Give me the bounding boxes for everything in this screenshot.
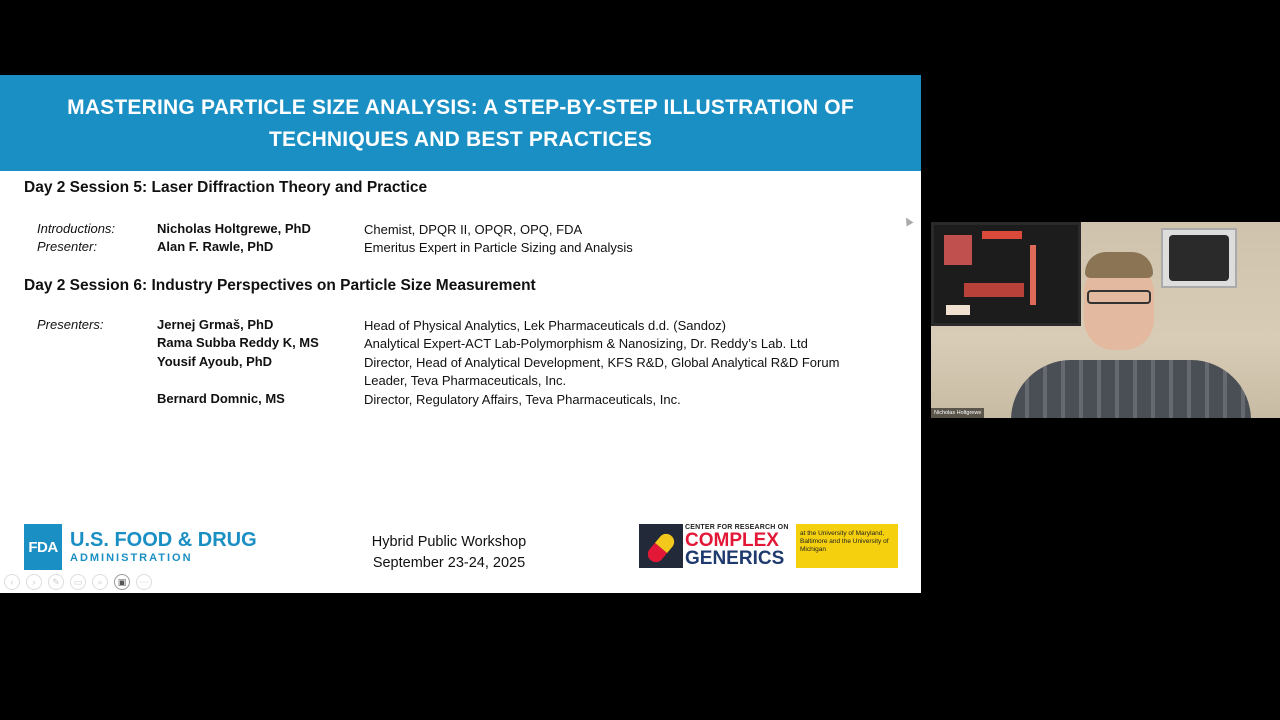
cg-logo-complex: COMPLEX <box>685 530 779 551</box>
next-icon[interactable]: › <box>26 574 42 590</box>
cg-logo-small-text: CENTER FOR RESEARCH ON <box>685 524 789 531</box>
pen-icon[interactable]: ✎ <box>48 574 64 590</box>
complex-generics-logo <box>639 524 899 568</box>
slideshow-toolbar <box>4 574 152 590</box>
speaker-name: Yousif Ayoub, PhD <box>157 354 273 369</box>
participant-video[interactable] <box>931 222 1280 418</box>
slide-title-banner <box>0 75 921 171</box>
wall-art-framed-print <box>1161 228 1237 288</box>
fda-logo-mark: FDA <box>24 524 62 570</box>
slide-title-line-2: TECHNIQUES AND BEST PRACTICES <box>268 128 653 151</box>
speaker-affiliation: Emeritus Expert in Particle Sizing and Analysis <box>364 240 633 255</box>
role-label: Introductions: <box>37 221 116 236</box>
participant-body <box>1011 360 1251 418</box>
speaker-affiliation: Chemist, DPQR II, OPQR, OPQ, FDA <box>364 222 583 237</box>
session6-title: Day 2 Session 6: Industry Perspectives on Particle Size Measurement <box>24 277 536 294</box>
cg-logo-affiliation: at the University of Maryland, Baltimore and the University of Michigan <box>796 524 898 568</box>
fda-logo <box>24 524 257 570</box>
speaker-name: Bernard Domnic, MS <box>157 391 285 406</box>
workshop-type: Hybrid Public Workshop <box>371 534 527 550</box>
video-icon[interactable]: ▣ <box>114 574 130 590</box>
presentation-slide <box>0 75 921 593</box>
participant-name-tag: Nicholas Holtgrewe <box>931 408 984 418</box>
speaker-affiliation: Analytical Expert-ACT Lab-Polymorphism & Nanosizing, Dr. Reddy’s Lab. Ltd <box>364 336 808 351</box>
pill-icon <box>639 524 683 568</box>
speaker-affiliation-continued: Leader, Teva Pharmaceuticals, Inc. <box>364 373 567 388</box>
glasses-icon <box>1087 290 1151 304</box>
speaker-name: Jernej Grmaš, PhD <box>157 317 274 332</box>
speaker-name: Alan F. Rawle, PhD <box>157 239 274 254</box>
session6-row <box>0 391 921 409</box>
workshop-dates: September 23-24, 2025 <box>372 555 526 571</box>
role-label: Presenters: <box>37 317 104 332</box>
session6-row <box>0 335 921 353</box>
slides-icon[interactable]: ▭ <box>70 574 86 590</box>
speaker-name: Nicholas Holtgrewe, PhD <box>157 221 311 236</box>
session5-row <box>0 221 921 239</box>
slide-title <box>41 90 881 156</box>
session5-title: Day 2 Session 5: Laser Diffraction Theory and Practice <box>24 179 428 196</box>
speaker-affiliation: Director, Regulatory Affairs, Teva Pharmaceuticals, Inc. <box>364 392 681 407</box>
slide-title-line-1: MASTERING PARTICLE SIZE ANALYSIS: A STEP-BY-STEP ILLUSTRATION OF <box>67 96 854 119</box>
speaker-affiliation: Head of Physical Analytics, Lek Pharmaceuticals d.d. (Sandoz) <box>364 318 727 333</box>
session6-row <box>0 317 921 335</box>
more-icon[interactable]: ⋯ <box>136 574 152 590</box>
role-label: Presenter: <box>37 239 97 254</box>
fda-logo-line-2: ADMINISTRATION <box>70 552 193 564</box>
zoom-icon[interactable]: ⌕ <box>92 574 108 590</box>
wall-art-painting <box>931 222 1081 326</box>
cg-logo-generics: GENERICS <box>685 548 785 569</box>
fda-logo-line-1: U.S. FOOD & DRUG <box>70 529 257 551</box>
session6-row <box>0 354 921 372</box>
prev-icon[interactable]: ‹ <box>4 574 20 590</box>
fda-logo-text <box>70 529 257 565</box>
session5-row <box>0 239 921 257</box>
session6-row-continued <box>0 372 921 390</box>
speaker-affiliation: Director, Head of Analytical Development, KFS R&D, Global Analytical R&D Forum <box>364 355 840 370</box>
speaker-name: Rama Subba Reddy K, MS <box>157 335 319 350</box>
